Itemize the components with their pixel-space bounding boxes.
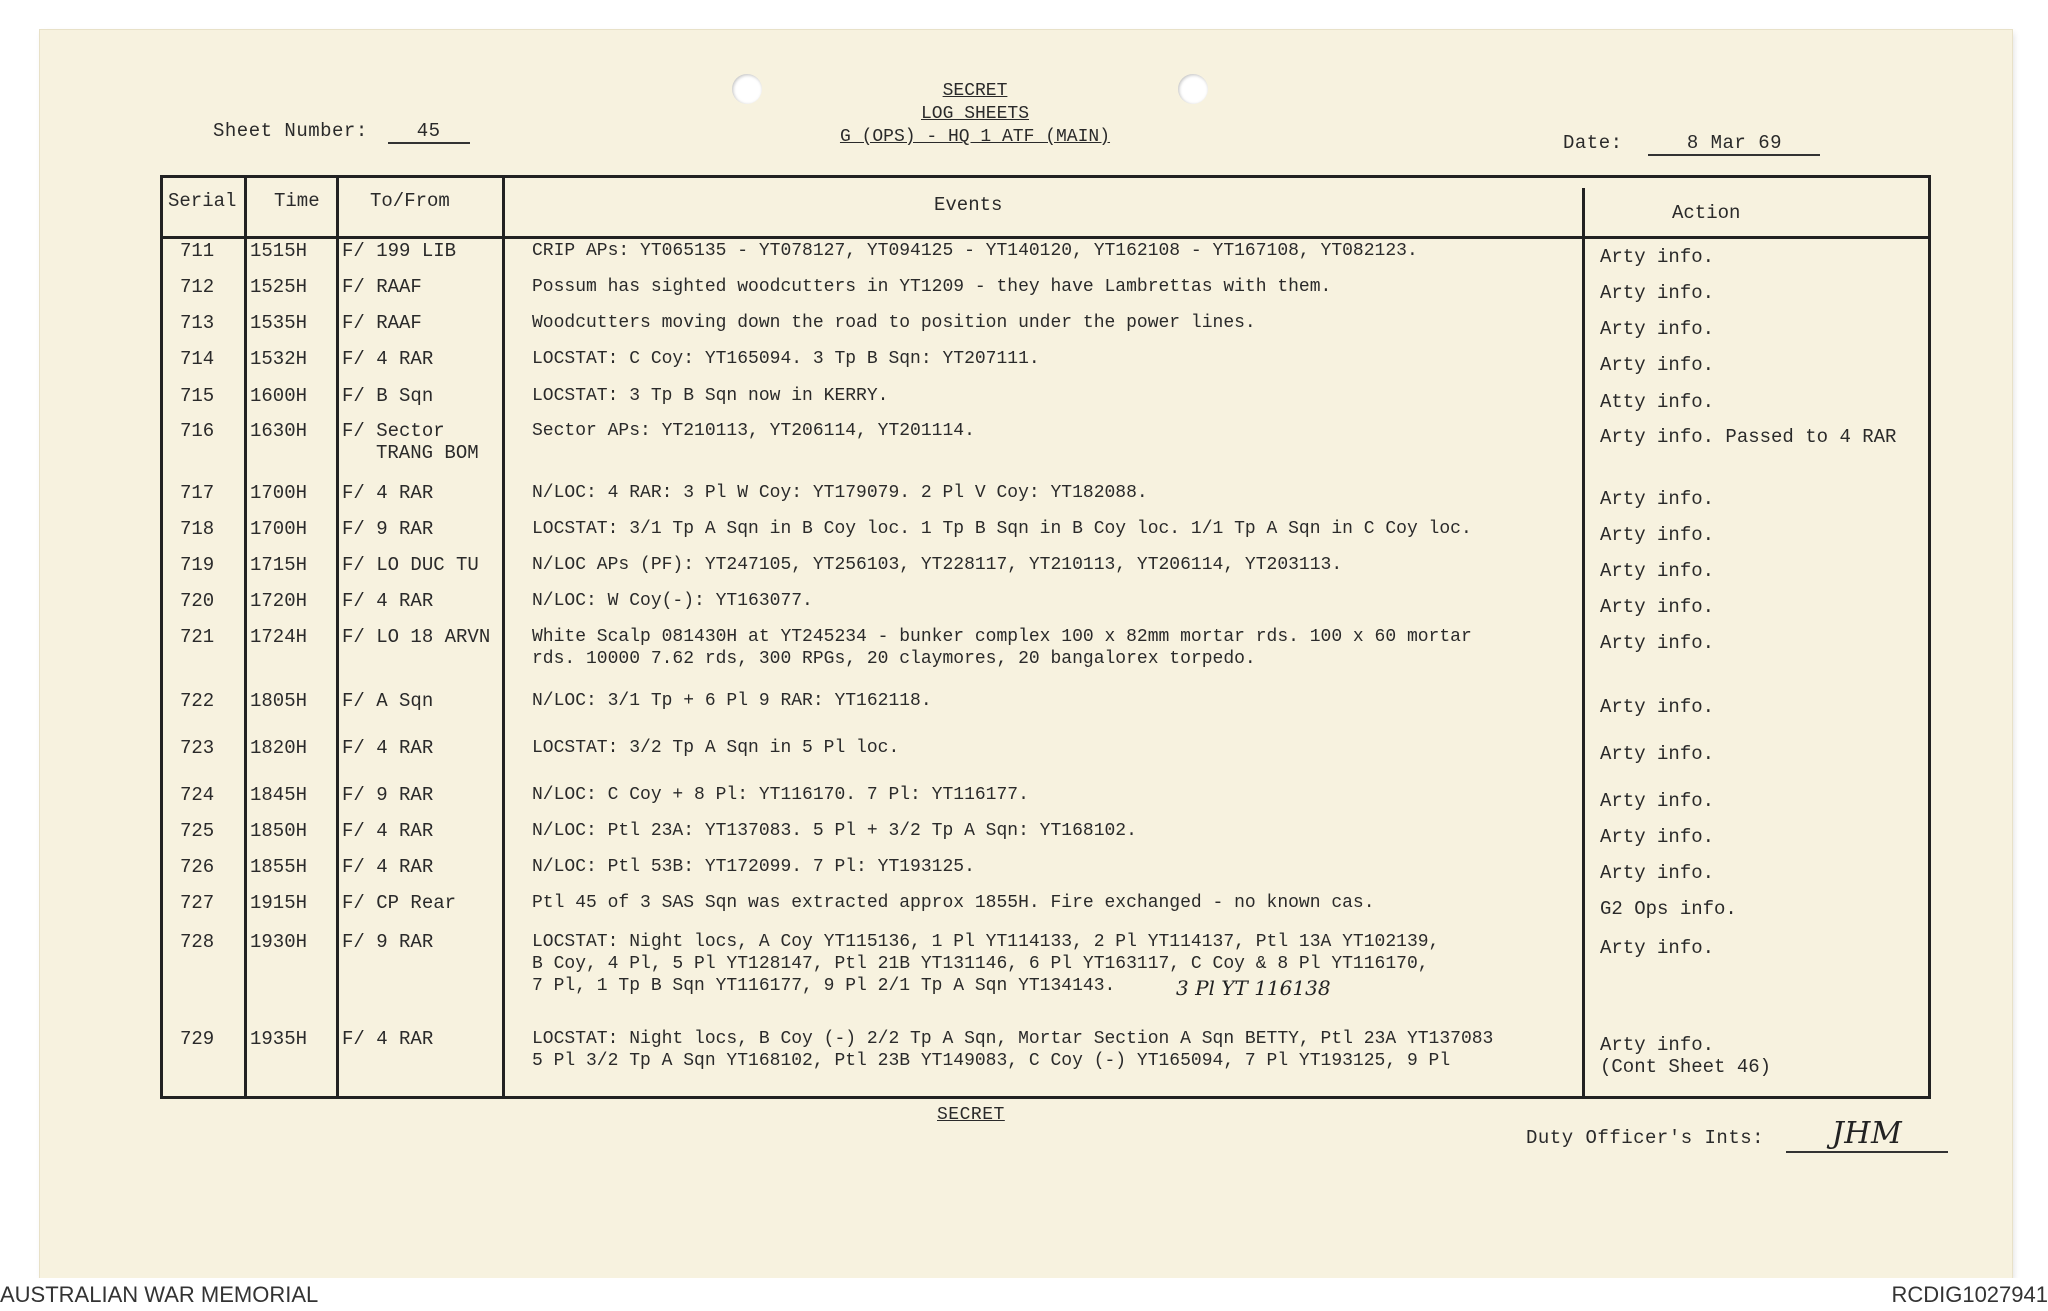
row-event-text: LOCSTAT: C Coy: YT165094. 3 Tp B Sqn: YT207111.: [532, 349, 1040, 369]
row-event-text: N/LOC: C Coy + 8 Pl: YT116170. 7 Pl: YT116177.: [532, 785, 1029, 805]
row-serial: 721: [180, 626, 215, 648]
row-event-text: N/LOC: Ptl 53B: YT172099. 7 Pl: YT193125.: [532, 857, 975, 877]
row-tofrom: F/ LO DUC TU: [342, 554, 479, 576]
row-event-text: LOCSTAT: 3 Tp B Sqn now in KERRY.: [532, 386, 889, 406]
row-serial: 723: [180, 737, 215, 759]
row-time: 1700H: [250, 518, 308, 540]
row-serial: 711: [180, 240, 215, 262]
date-group: [1563, 132, 1820, 156]
row-action: Arty info.: [1600, 632, 1715, 654]
row-action: Arty info. Passed to 4 RAR: [1600, 426, 1897, 448]
duty-officer-initials: JHM: [1786, 1116, 1948, 1153]
col-divider-tofrom: [502, 175, 505, 1096]
row-action: Arty info.: [1600, 937, 1715, 959]
row-action: Arty info.: [1600, 354, 1715, 376]
row-serial: 724: [180, 784, 215, 806]
row-event-text: Possum has sighted woodcutters in YT1209 - they have Lambrettas with them.: [532, 277, 1332, 297]
row-tofrom: F/ RAAF: [342, 312, 422, 334]
row-tofrom: F/ 4 RAR: [342, 737, 434, 759]
row-action: Arty info.: [1600, 488, 1715, 510]
punch-hole-left: [732, 74, 762, 104]
row-event-text: rds. 10000 7.62 rds, 300 RPGs, 20 claymores, 20 bangalorex torpedo.: [532, 649, 1256, 669]
row-tofrom: F/ RAAF: [342, 276, 422, 298]
row-action: Arty info.: [1600, 790, 1715, 812]
row-time: 1724H: [250, 626, 308, 648]
row-serial: 725: [180, 820, 215, 842]
duty-officer-group: [1526, 1116, 1948, 1153]
col-header-action: Action: [1672, 202, 1741, 224]
col-header-time: Time: [274, 190, 320, 212]
row-time: 1820H: [250, 737, 308, 759]
col-header-serial: Serial: [168, 190, 237, 212]
col-divider-serial: [244, 175, 247, 1096]
sheet-number-group: [213, 120, 470, 144]
archive-id: RCDIG1027941: [1891, 1282, 2048, 1307]
row-action: (Cont Sheet 46): [1600, 1056, 1772, 1078]
row-time: 1850H: [250, 820, 308, 842]
row-action: Arty info.: [1600, 560, 1715, 582]
row-serial: 713: [180, 312, 215, 334]
row-serial: 726: [180, 856, 215, 878]
row-event-text: N/LOC: 4 RAR: 3 Pl W Coy: YT179079. 2 Pl V Coy: YT182088.: [532, 483, 1148, 503]
row-time: 1715H: [250, 554, 308, 576]
row-event-text: Woodcutters moving down the road to position under the power lines.: [532, 313, 1256, 333]
row-serial: 714: [180, 348, 215, 370]
header-divider: [160, 236, 1928, 239]
row-event-text: B Coy, 4 Pl, 5 Pl YT128147, Ptl 21B YT131146, 6 Pl YT163117, C Coy & 8 Pl YT116170,: [532, 954, 1429, 974]
row-tofrom: F/ CP Rear: [342, 892, 457, 914]
row-serial: 717: [180, 482, 215, 504]
row-event-text: N/LOC APs (PF): YT247105, YT256103, YT228117, YT210113, YT206114, YT203113.: [532, 555, 1343, 575]
row-serial: 719: [180, 554, 215, 576]
row-action: Arty info.: [1600, 743, 1715, 765]
row-action: Arty info.: [1600, 1034, 1715, 1056]
row-event-text: LOCSTAT: 3/1 Tp A Sqn in B Coy loc. 1 Tp B Sqn in B Coy loc. 1/1 Tp A Sqn in C Coy loc.: [532, 519, 1472, 539]
row-tofrom: F/ Sector: [342, 420, 445, 442]
row-action: Arty info.: [1600, 596, 1715, 618]
row-serial: 722: [180, 690, 215, 712]
row-tofrom: F/ B Sqn: [342, 385, 434, 407]
row-time: 1805H: [250, 690, 308, 712]
row-time: 1515H: [250, 240, 308, 262]
classification-top: SECRET: [942, 81, 1008, 101]
col-divider-events: [1582, 188, 1585, 1096]
sheet-title-block: [790, 80, 1160, 149]
row-event-text: LOCSTAT: Night locs, A Coy YT115136, 1 Pl YT114133, 2 Pl YT114137, Ptl 13A YT102139,: [532, 932, 1440, 952]
row-serial: 728: [180, 931, 215, 953]
row-event-text: White Scalp 081430H at YT245234 - bunker complex 100 x 82mm mortar rds. 100 x 60 mortar: [532, 627, 1472, 647]
col-header-tofrom: To/From: [370, 190, 450, 212]
date-value: 8 Mar 69: [1648, 132, 1820, 156]
row-time: 1535H: [250, 312, 308, 334]
row-tofrom: F/ LO 18 ARVN: [342, 626, 491, 648]
row-action: Arty info.: [1600, 524, 1715, 546]
col-header-events: Events: [934, 194, 1003, 216]
sheet-number-label: Sheet Number:: [213, 120, 368, 142]
row-event-text: 7 Pl, 1 Tp B Sqn YT116177, 9 Pl 2/1 Tp A Sqn YT134143.: [532, 976, 1116, 996]
row-action: Arty info.: [1600, 862, 1715, 884]
row-time: 1930H: [250, 931, 308, 953]
row-action: Arty info.: [1600, 696, 1715, 718]
row-serial: 716: [180, 420, 215, 442]
row-tofrom: F/ 4 RAR: [342, 482, 434, 504]
row-event-text: N/LOC: 3/1 Tp + 6 Pl 9 RAR: YT162118.: [532, 691, 932, 711]
row-serial: 712: [180, 276, 215, 298]
classification-bottom: SECRET: [937, 1105, 1005, 1125]
row-action: Arty info.: [1600, 246, 1715, 268]
row-event-text: N/LOC: Ptl 23A: YT137083. 5 Pl + 3/2 Tp A Sqn: YT168102.: [532, 821, 1137, 841]
row-action: G2 Ops info.: [1600, 898, 1737, 920]
log-sheets-title: LOG SHEETS: [920, 104, 1030, 124]
row-tofrom: F/ 199 LIB: [342, 240, 457, 262]
row-serial: 718: [180, 518, 215, 540]
row-tofrom: F/ 9 RAR: [342, 784, 434, 806]
sheet-number-value: 45: [388, 120, 470, 144]
row-tofrom: F/ 9 RAR: [342, 518, 434, 540]
date-label: Date:: [1563, 132, 1623, 154]
row-time: 1935H: [250, 1028, 308, 1050]
row-action: Atty info.: [1600, 391, 1715, 413]
row-serial: 715: [180, 385, 215, 407]
row-time: 1845H: [250, 784, 308, 806]
row-time: 1532H: [250, 348, 308, 370]
row-time: 1720H: [250, 590, 308, 612]
row-serial: 720: [180, 590, 215, 612]
punch-hole-right: [1178, 74, 1208, 104]
archive-source: AUSTRALIAN WAR MEMORIAL: [0, 1282, 319, 1307]
row-event-text: 5 Pl 3/2 Tp A Sqn YT168102, Ptl 23B YT149083, C Coy (-) YT165094, 7 Pl YT193125, 9 Pl: [532, 1051, 1451, 1071]
row-tofrom: F/ 4 RAR: [342, 1028, 434, 1050]
row-time: 1915H: [250, 892, 308, 914]
row-event-text: Ptl 45 of 3 SAS Sqn was extracted approx 1855H. Fire exchanged - no known cas.: [532, 893, 1375, 913]
archive-footer: [0, 1278, 2048, 1311]
row-time: 1630H: [250, 420, 308, 442]
row-time: 1700H: [250, 482, 308, 504]
row-event-text: CRIP APs: YT065135 - YT078127, YT094125 - YT140120, YT162108 - YT167108, YT082123.: [532, 241, 1418, 261]
row-tofrom-line2: TRANG BOM: [376, 442, 479, 464]
row-tofrom: F/ 9 RAR: [342, 931, 434, 953]
row-serial: 729: [180, 1028, 215, 1050]
row-time: 1600H: [250, 385, 308, 407]
row-action: Arty info.: [1600, 826, 1715, 848]
row-time: 1855H: [250, 856, 308, 878]
row-event-text: LOCSTAT: Night locs, B Coy (-) 2/2 Tp A Sqn, Mortar Section A Sqn BETTY, Ptl 23A YT137083: [532, 1029, 1494, 1049]
row-event-text: N/LOC: W Coy(-): YT163077.: [532, 591, 813, 611]
row-tofrom: F/ 4 RAR: [342, 348, 434, 370]
row-tofrom: F/ 4 RAR: [342, 820, 434, 842]
row-serial: 727: [180, 892, 215, 914]
duty-officer-label: Duty Officer's Ints:: [1526, 1127, 1765, 1149]
row-event-text: Sector APs: YT210113, YT206114, YT201114.: [532, 421, 975, 441]
col-divider-time: [336, 175, 339, 1096]
row-time: 1525H: [250, 276, 308, 298]
row-action: Arty info.: [1600, 318, 1715, 340]
row-tofrom: F/ A Sqn: [342, 690, 434, 712]
row-tofrom: F/ 4 RAR: [342, 590, 434, 612]
row-event-text: LOCSTAT: 3/2 Tp A Sqn in 5 Pl loc.: [532, 738, 900, 758]
row-tofrom: F/ 4 RAR: [342, 856, 434, 878]
handwritten-addition: 3 Pl YT 116138: [1176, 976, 1331, 1000]
unit-title: G (OPS) - HQ 1 ATF (MAIN): [839, 127, 1111, 147]
row-action: Arty info.: [1600, 282, 1715, 304]
